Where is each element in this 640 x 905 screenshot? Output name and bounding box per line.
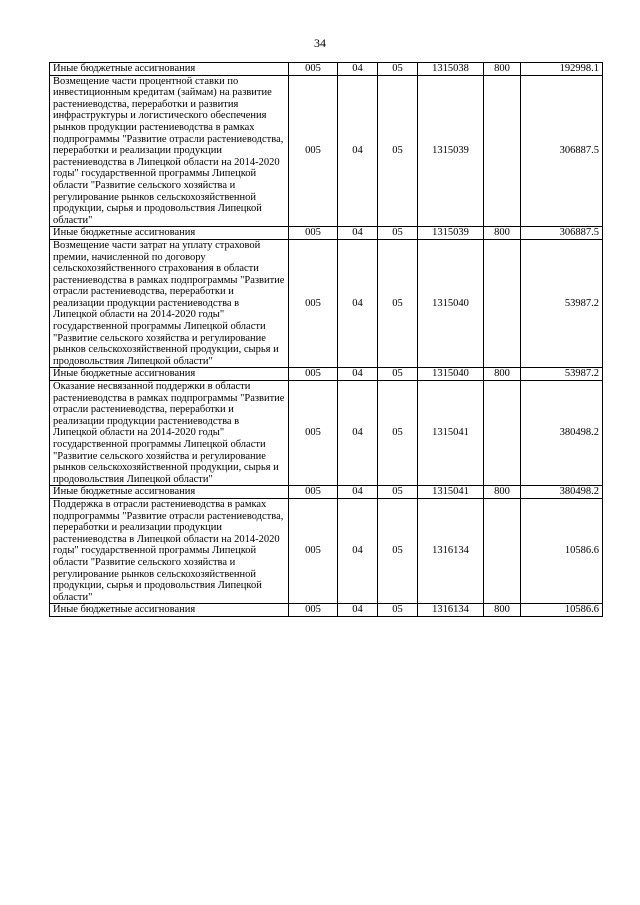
row-rz: 04: [338, 604, 378, 617]
row-rz: 04: [338, 498, 378, 603]
row-sum: 380498.2: [521, 486, 603, 499]
table-row: [50, 381, 603, 486]
row-csr: 1315041: [418, 381, 484, 486]
row-vr: 800: [484, 227, 521, 240]
row-name: Иные бюджетные ассигнования: [50, 368, 289, 381]
row-rz: 04: [338, 486, 378, 499]
row-name: Иные бюджетные ассигнования: [50, 486, 289, 499]
row-sum: 10586.6: [521, 604, 603, 617]
table-row: [50, 498, 603, 603]
row-name: Возмещение части затрат на уплату страховой премии, начисленной по договору сельскохозяйственного страхования в области растениеводства в рамках подпрограммы "Развитие отрасли растениеводства, переработки и реализации продукции растениеводства в Липецкой области на 2014-2020 годы" государственной программы Липецкой области "Развитие сельского хозяйства и регулирование рынков сельскохозяйственной продукции, сырья и продовольствия Липецкой области": [50, 239, 289, 368]
row-ved: 005: [289, 75, 338, 227]
row-name: Возмещение части процентной ставки по инвестиционным кредитам (займам) на развитие растениеводства, переработки и развития инфраструктуры и логистического обеспечения рынков продукции растениеводства в рамках подпрограммы "Развитие отрасли растениеводства, переработки и реализации продукции растениеводства в Липецкой области на 2014-2020 годы" государственной программы Липецкой области "Развитие сельского хозяйства и регулирование рынков сельскохозяйственной продукции, сырья и продовольствия Липецкой области": [50, 75, 289, 227]
row-csr: 1316134: [418, 498, 484, 603]
row-csr: 1315040: [418, 368, 484, 381]
table-row: [50, 368, 603, 381]
page-number: 34: [314, 36, 326, 50]
row-csr: 1315040: [418, 239, 484, 368]
row-pr: 05: [378, 604, 418, 617]
table-row: [50, 239, 603, 368]
row-pr: 05: [378, 227, 418, 240]
budget-table: [49, 62, 603, 617]
row-name: Иные бюджетные ассигнования: [50, 63, 289, 76]
row-rz: 04: [338, 75, 378, 227]
table-row: [50, 604, 603, 617]
row-rz: 04: [338, 63, 378, 76]
row-csr: 1315039: [418, 75, 484, 227]
row-sum: 53987.2: [521, 239, 603, 368]
row-ved: 005: [289, 227, 338, 240]
row-sum: 10586.6: [521, 498, 603, 603]
row-vr: [484, 498, 521, 603]
row-name: Оказание несвязанной поддержки в области растениеводства в рамках подпрограммы "Развитие отрасли растениеводства, переработки и реализации продукции растениеводства в Липецкой области на 2014-2020 годы" государственной программы Липецкой области "Развитие сельского хозяйства и регулирование рынков сельскохозяйственной продукции, сырья и продовольствия Липецкой области": [50, 381, 289, 486]
row-sum: 306887.5: [521, 75, 603, 227]
row-rz: 04: [338, 239, 378, 368]
row-csr: 1315039: [418, 227, 484, 240]
row-pr: 05: [378, 239, 418, 368]
row-pr: 05: [378, 75, 418, 227]
row-pr: 05: [378, 381, 418, 486]
row-vr: 800: [484, 486, 521, 499]
row-pr: 05: [378, 486, 418, 499]
row-name: Иные бюджетные ассигнования: [50, 604, 289, 617]
row-vr: [484, 381, 521, 486]
row-vr: 800: [484, 368, 521, 381]
row-vr: [484, 239, 521, 368]
row-csr: 1315041: [418, 486, 484, 499]
row-pr: 05: [378, 63, 418, 76]
row-name: Иные бюджетные ассигнования: [50, 227, 289, 240]
table-row: [50, 227, 603, 240]
row-name: Поддержка в отрасли растениеводства в рамках подпрограммы "Развитие отрасли растениеводства, переработки и реализации продукции растениеводства в Липецкой области на 2014-2020 годы" государственной программы Липецкой области "Развитие сельского хозяйства и регулирование рынков сельскохозяйственной продукции, сырья и продовольствия Липецкой области": [50, 498, 289, 603]
row-pr: 05: [378, 498, 418, 603]
row-csr: 1316134: [418, 604, 484, 617]
row-sum: 306887.5: [521, 227, 603, 240]
row-rz: 04: [338, 368, 378, 381]
row-ved: 005: [289, 368, 338, 381]
table-row: [50, 63, 603, 76]
row-ved: 005: [289, 239, 338, 368]
row-ved: 005: [289, 63, 338, 76]
row-ved: 005: [289, 604, 338, 617]
row-sum: 380498.2: [521, 381, 603, 486]
row-ved: 005: [289, 498, 338, 603]
row-pr: 05: [378, 368, 418, 381]
table-row: [50, 486, 603, 499]
row-ved: 005: [289, 486, 338, 499]
row-vr: 800: [484, 63, 521, 76]
row-csr: 1315038: [418, 63, 484, 76]
row-vr: [484, 75, 521, 227]
row-sum: 192998.1: [521, 63, 603, 76]
row-rz: 04: [338, 381, 378, 486]
row-ved: 005: [289, 381, 338, 486]
table-row: [50, 75, 603, 227]
row-vr: 800: [484, 604, 521, 617]
row-rz: 04: [338, 227, 378, 240]
row-sum: 53987.2: [521, 368, 603, 381]
